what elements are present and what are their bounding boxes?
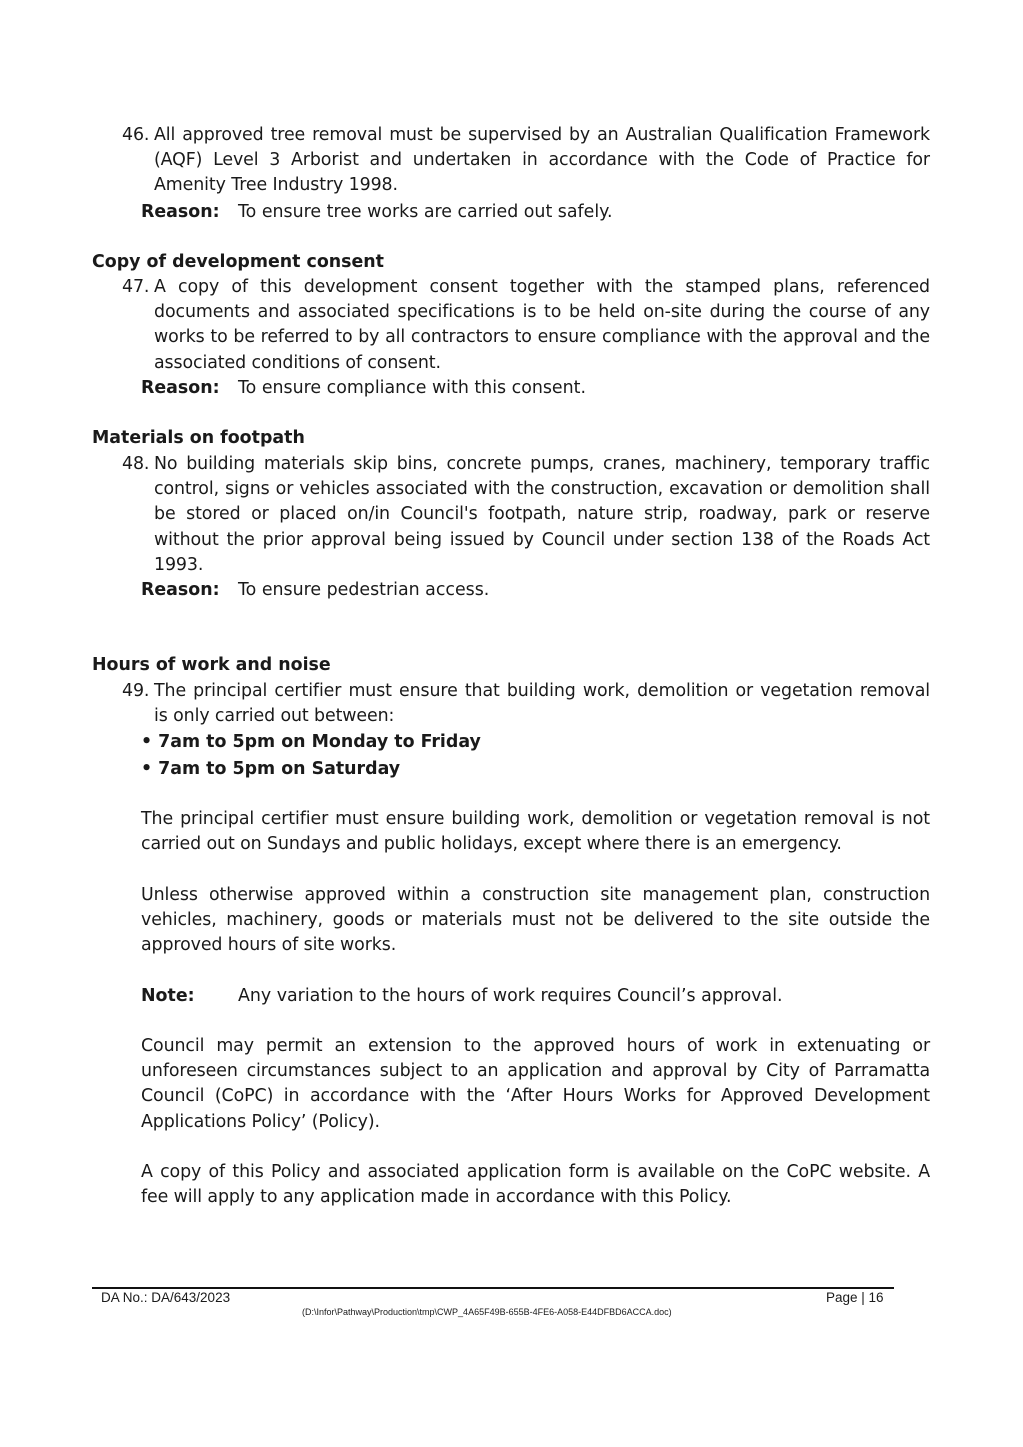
section-heading-materials-on-footpath: Materials on footpath	[92, 428, 305, 448]
condition-number: 49.	[122, 681, 150, 701]
condition-48	[122, 452, 930, 578]
condition-number: 48.	[122, 454, 150, 474]
reason-text: To ensure pedestrian access.	[238, 580, 490, 600]
reason-label: Reason:	[141, 378, 220, 398]
footer-da-number: DA No.: DA/643/2023	[101, 1290, 231, 1305]
reason-label: Reason:	[141, 202, 220, 222]
note	[141, 984, 783, 1009]
condition-46-reason	[141, 200, 613, 225]
note-label: Note:	[141, 986, 195, 1006]
reason-text: To ensure compliance with this consent.	[238, 378, 586, 398]
condition-number: 47.	[122, 277, 150, 297]
condition-47-reason	[141, 376, 586, 401]
reason-text: To ensure tree works are carried out safely.	[238, 202, 613, 222]
condition-46	[122, 123, 930, 199]
reason-label: Reason:	[141, 580, 220, 600]
condition-49	[122, 679, 930, 729]
note-text: Any variation to the hours of work requires Council’s approval.	[238, 986, 783, 1006]
section-heading-hours-of-work: Hours of work and noise	[92, 655, 331, 675]
condition-text: All approved tree removal must be supervised by an Australian Qualification Framework (AQF) Level 3 Arborist and undertaken in accordance with the Code of Practice for Amenity Tree Industry 1998.	[154, 125, 930, 196]
condition-text: A copy of this development consent together with the stamped plans, referenced documents and associated specifications is to be held on-site during the course of any works to be referred to by all contractors to ensure compliance with the approval and the associated conditions of consent.	[154, 277, 930, 373]
section-heading-copy-of-consent: Copy of development consent	[92, 252, 384, 272]
paragraph-extension: Council may permit an extension to the approved hours of work in extenuating or unforeseen circumstances subject to an application and approval by City of Parramatta Council (CoPC) in accordance with the ‘After Hours Works for Approved Development Applications Policy’ (Policy).	[141, 1036, 930, 1132]
bullet-weekday-hours: • 7am to 5pm on Monday to Friday	[141, 732, 481, 752]
condition-number: 46.	[122, 125, 150, 145]
condition-text: The principal certifier must ensure that building work, demolition or vegetation removal is only carried out between:	[154, 681, 930, 727]
footer-page-number: Page | 16	[826, 1290, 884, 1305]
bullet-saturday-hours: • 7am to 5pm on Saturday	[141, 759, 401, 779]
footer-divider	[92, 1287, 894, 1289]
condition-text: No building materials skip bins, concrete pumps, cranes, machinery, temporary traffic control, signs or vehicles associated with the construction, excavation or demolition shall be stored or placed on/in Council's footpath, nature strip, roadway, park or reserve without the prior approval being issued by Council under section 138 of the Roads Act 1993.	[154, 454, 930, 575]
paragraph-policy: A copy of this Policy and associated application form is available on the CoPC website. A fee will apply to any application made in accordance with this Policy.	[141, 1162, 930, 1208]
paragraph-sundays: The principal certifier must ensure building work, demolition or vegetation removal is not carried out on Sundays and public holidays, except where there is an emergency.	[141, 809, 930, 855]
condition-48-reason	[141, 578, 489, 603]
footer-file-path: (D:\Infor\Pathway\Production\tmp\CWP_4A65F49B-655B-4FE6-A058-E44DFBD6ACCA.doc)	[302, 1307, 672, 1317]
condition-47	[122, 275, 930, 376]
paragraph-deliveries: Unless otherwise approved within a construction site management plan, construction vehicles, machinery, goods or materials must not be delivered to the site outside the approved hours of site works.	[141, 885, 930, 956]
